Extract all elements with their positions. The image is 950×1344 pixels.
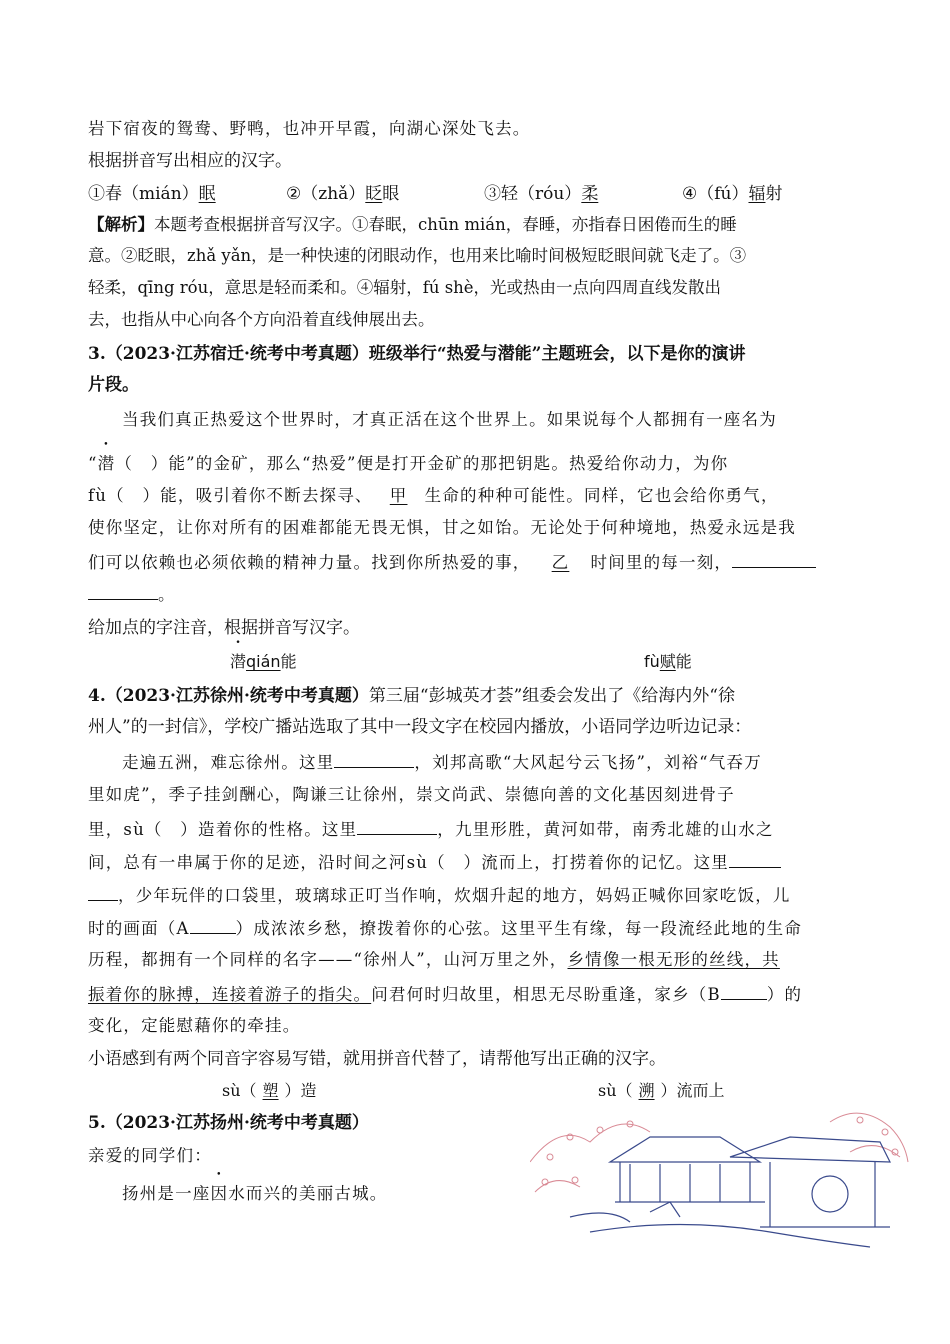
q2-answer-2-char: 眨 (365, 184, 383, 204)
q2-analysis-line-2: 意。②眨眼，zhǎ yǎn，是一种快速的闭眼动作，也用来比喻时间极短眨眼间就飞走了。③ (88, 246, 747, 265)
q5-greeting: 亲爱的同学们： (88, 1146, 212, 1165)
pavilion-sketch-illustration (530, 1102, 910, 1262)
q4-instruction: 小语感到有两个同音字容易写错，就用拼音代替了，请帮他写出正确的汉字。 (88, 1049, 666, 1069)
q3-instruction: 给加点的字注音，根据拼音写汉字。 (88, 618, 360, 638)
q4-answer-2: sù（ 溯 ）流而上 (598, 1081, 725, 1100)
q3-answer-1-pinyin: qián (246, 652, 281, 671)
blank-b (721, 982, 767, 1000)
q2-analysis-line-1: 【解析】本题考查根据拼音写汉字。①春眠，chūn mián，春睡，亦指春日困倦而生的睡 (88, 215, 737, 234)
q5-title: 5.（2023·江苏扬州·统考中考真题） (88, 1113, 369, 1133)
dotted-char: 因 (210, 1184, 229, 1203)
q2-analysis-line-4: 去，也指从中心向各个方向沿着直线伸展出去。 (88, 310, 435, 329)
q3-paragraph-line-5: 们可以依赖也必须依赖的精神力量。找到你所热爱的事， 乙 时间里的每一刻， (88, 550, 816, 574)
q2-instruction: 根据拼音写出相应的汉字。 (88, 151, 292, 171)
q3-paragraph-line-6: 。 (88, 582, 176, 606)
underlined-sentence: 乡情像一根无形的丝线，共 (567, 950, 780, 969)
q4-paragraph-line-8: 振着你的脉搏，连接着游子的指尖。问君何时归故里，相思无尽盼重逢，家乡（B ）的 (88, 982, 802, 1006)
underlined-sentence: 振着你的脉搏，连接着游子的指尖。 (88, 985, 372, 1004)
q3-answer-2: fù赋能 (644, 652, 692, 671)
q2-analysis-line-3: 轻柔，qīng róu，意思是轻而柔和。④辐射，fú shè，光或热由一点向四周直线发散出 (88, 278, 722, 297)
q4-answer-2-char: 溯 (638, 1081, 655, 1100)
q2-answer-4: ④（fú）辐射 (682, 184, 783, 204)
blank-line (357, 817, 437, 835)
q4-paragraph-line-2: 里如虎”，季子挂剑酬心，陶谦三让徐州，崇文尚武、崇德向善的文化基因刻进骨子 (88, 785, 735, 804)
q4-answer-1: sù（ 塑 ）造 (222, 1081, 317, 1100)
q4-paragraph-line-9: 变化，定能慰藉你的牵挂。 (88, 1016, 301, 1035)
q2-answer-3-char: 柔 (581, 184, 599, 204)
blank-line (88, 883, 118, 901)
blank-line (729, 850, 781, 868)
q3-paragraph-line-2: “潜（ ）能”的金矿，那么“热爱”便是打开金矿的那把钥匙。热爱给你动力，为你 (88, 454, 729, 473)
analysis-label: 【解析】 (88, 215, 154, 234)
blank-yi: 乙 (551, 553, 570, 572)
q2-answer-4-char: 辐 (748, 184, 766, 204)
q3-paragraph-line-4: 使你坚定，让你对所有的困难都能无畏无惧，甘之如饴。无论处于何种境地，热爱永远是我 (88, 518, 796, 537)
q4-title-line-1: 4.（2023·江苏徐州·统考中考真题）第三届“彭城英才荟”组委会发出了《给海内外“徐 (88, 686, 735, 706)
q3-answer-1: 潜qián能 (230, 652, 297, 671)
q3-paragraph-line-3: fù（ ）能，吸引着你不断去探寻、 甲 生命的种种可能性。同样，它也会给你勇气， (88, 486, 779, 505)
q4-answer-1-char: 塑 (262, 1081, 279, 1100)
q4-paragraph-line-4: 间，总有一串属于你的足迹，沿时间之河sù（ ）流而上，打捞着你的记忆。这里 (88, 850, 781, 874)
blank-line (88, 582, 158, 600)
q2-answer-1: ①春（mián）眠 (88, 184, 216, 204)
q2-answer-1-char: 眠 (198, 184, 216, 204)
blank-a (190, 916, 236, 934)
q3-title-line-1: 3.（2023·江苏宿迁·统考中考真题）班级举行“热爱与潜能”主题班会，以下是你的演讲 (88, 344, 746, 364)
q5-text-line: 扬州是一座因水而兴的美丽古城。 (122, 1184, 388, 1203)
blank-jia: 甲 (389, 486, 408, 505)
q3-paragraph-line-1: 当我们真正热爱这个世界时，才真正活在这个世界上。如果说每个人都拥有一座名为 (122, 410, 777, 429)
q4-paragraph-line-6: 时的画面（A ）成浓浓乡愁，撩拨着你的心弦。这里平生有缘，每一段流经此地的生命 (88, 916, 802, 940)
blank-line (334, 750, 414, 768)
q4-paragraph-line-1: 走遍五洲，难忘徐州。这里 ，刘邦高歌“大风起兮云飞扬”，刘裕“气吞万 (122, 750, 762, 774)
q2-answer-3: ③轻（róu）柔 (484, 184, 599, 204)
q4-paragraph-line-3: 里，sù（ ）造着你的性格。这里 ，九里形胜，黄河如带，南秀北雄的山水之 (88, 817, 774, 841)
q3-answer-2-char: 赋 (659, 652, 676, 671)
q3-title-line-2: 片段。 (88, 375, 139, 395)
q4-paragraph-line-5: ，少年玩伴的口袋里，玻璃球正叮当作响，炊烟升起的地方，妈妈正喊你回家吃饭，儿 (88, 883, 791, 907)
dotted-char: 潜 (97, 454, 116, 473)
q2-answer-2: ②（zhǎ）眨眼 (286, 184, 400, 204)
q4-paragraph-line-7: 历程，都拥有一个同样的名字——“徐州人”，山河万里之外，乡情像一根无形的丝线，共 (88, 950, 780, 969)
blank-line (732, 550, 816, 568)
q4-title-line-2: 州人”的一封信》，学校广播站选取了其中一段文字在校园内播放，小语同学边听边记录： (88, 717, 752, 737)
q2-text-line: 岩下宿夜的鸳鸯、野鸭，也冲开早霞，向湖心深处飞去。 (88, 119, 531, 138)
